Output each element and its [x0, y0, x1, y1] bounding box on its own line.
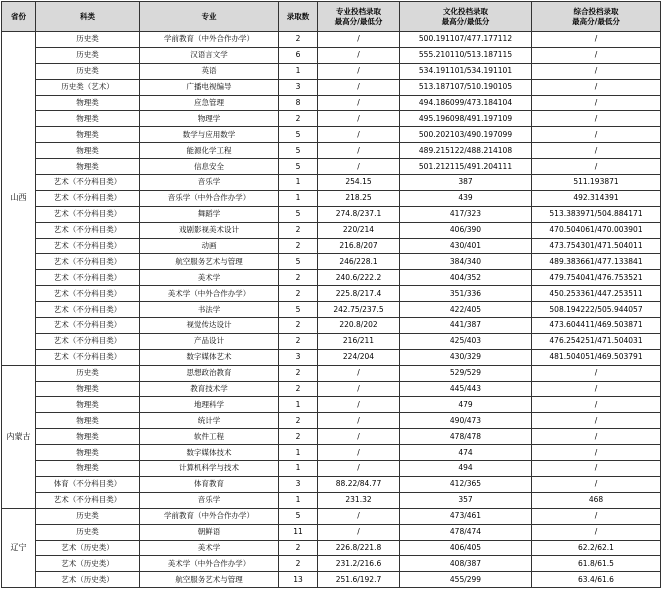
category-cell: 物理类 — [36, 413, 140, 429]
major-cell: 音乐学 — [140, 492, 279, 508]
category-cell: 艺术（不分科目类） — [36, 222, 140, 238]
category-cell: 历史类 — [36, 32, 140, 48]
table-row — [2, 349, 661, 365]
major-score-cell: 225.8/217.4 — [318, 286, 400, 302]
table-row — [2, 190, 661, 206]
table-row — [2, 254, 661, 270]
count-cell: 2 — [279, 32, 318, 48]
table-row — [2, 127, 661, 143]
culture-score-cell: 473/461 — [400, 508, 532, 524]
major-score-cell: 88.22/84.77 — [318, 476, 400, 492]
major-score-cell: / — [318, 381, 400, 397]
major-score-cell: / — [318, 508, 400, 524]
admission-score-table — [1, 1, 661, 588]
culture-score-cell: 441/387 — [400, 318, 532, 334]
culture-score-cell: 534.191101/534.191101 — [400, 63, 532, 79]
count-cell: 1 — [279, 190, 318, 206]
count-cell: 2 — [279, 429, 318, 445]
major-cell: 信息安全 — [140, 159, 279, 175]
composite-score-cell: 450.253361/447.253511 — [532, 286, 661, 302]
culture-score-cell: 406/405 — [400, 540, 532, 556]
culture-score-cell: 513.187107/510.190105 — [400, 79, 532, 95]
category-cell: 艺术（历史类） — [36, 540, 140, 556]
composite-score-cell: / — [532, 445, 661, 461]
count-cell: 3 — [279, 79, 318, 95]
table-row — [2, 32, 661, 48]
culture-score-cell: 422/405 — [400, 302, 532, 318]
table-row — [2, 47, 661, 63]
table-row — [2, 302, 661, 318]
category-cell: 历史类 — [36, 47, 140, 63]
table-row — [2, 492, 661, 508]
composite-score-cell: / — [532, 47, 661, 63]
category-cell: 历史类（艺术） — [36, 79, 140, 95]
culture-score-cell: 384/340 — [400, 254, 532, 270]
composite-score-cell: / — [532, 127, 661, 143]
major-score-cell: 220.8/202 — [318, 318, 400, 334]
count-cell: 1 — [279, 63, 318, 79]
major-cell: 美术学 — [140, 270, 279, 286]
composite-score-cell: 492.314391 — [532, 190, 661, 206]
major-cell: 数学与应用数学 — [140, 127, 279, 143]
major-cell: 物理学 — [140, 111, 279, 127]
category-cell: 艺术（不分科目类） — [36, 492, 140, 508]
major-cell: 思想政治教育 — [140, 365, 279, 381]
major-cell: 美术学 — [140, 540, 279, 556]
composite-score-cell: / — [532, 429, 661, 445]
count-cell: 2 — [279, 413, 318, 429]
major-score-cell: 231.32 — [318, 492, 400, 508]
major-score-cell: 224/204 — [318, 349, 400, 365]
culture-score-cell: 439 — [400, 190, 532, 206]
table-row — [2, 556, 661, 572]
count-cell: 2 — [279, 270, 318, 286]
major-cell: 汉语言文学 — [140, 47, 279, 63]
category-cell: 历史类 — [36, 63, 140, 79]
composite-score-cell: / — [532, 111, 661, 127]
table-row — [2, 445, 661, 461]
category-cell: 艺术（不分科目类） — [36, 333, 140, 349]
culture-score-cell: 412/365 — [400, 476, 532, 492]
composite-score-cell: 468 — [532, 492, 661, 508]
major-score-cell: 274.8/237.1 — [318, 206, 400, 222]
major-score-cell: / — [318, 143, 400, 159]
major-cell: 美术学（中外合作办学） — [140, 286, 279, 302]
count-cell: 1 — [279, 445, 318, 461]
culture-score-cell: 478/474 — [400, 524, 532, 540]
culture-score-cell: 478/478 — [400, 429, 532, 445]
major-cell: 计算机科学与技术 — [140, 461, 279, 477]
count-cell: 2 — [279, 238, 318, 254]
count-cell: 2 — [279, 111, 318, 127]
major-score-cell: 242.75/237.5 — [318, 302, 400, 318]
composite-score-cell: 479.754041/476.753521 — [532, 270, 661, 286]
culture-score-cell: 445/443 — [400, 381, 532, 397]
major-score-cell: 231.2/216.6 — [318, 556, 400, 572]
table-row — [2, 63, 661, 79]
major-score-cell: 254.15 — [318, 175, 400, 191]
major-score-cell: / — [318, 95, 400, 111]
major-cell: 教育技术学 — [140, 381, 279, 397]
composite-score-cell: 62.2/62.1 — [532, 540, 661, 556]
category-cell: 历史类 — [36, 365, 140, 381]
category-cell: 历史类 — [36, 524, 140, 540]
major-cell: 统计学 — [140, 413, 279, 429]
composite-score-cell: 476.254251/471.504031 — [532, 333, 661, 349]
major-score-cell: 240.6/222.2 — [318, 270, 400, 286]
major-cell: 体育教育 — [140, 476, 279, 492]
major-score-cell: / — [318, 159, 400, 175]
table-row — [2, 381, 661, 397]
composite-score-cell: / — [532, 79, 661, 95]
category-cell: 物理类 — [36, 461, 140, 477]
table-row — [2, 413, 661, 429]
category-cell: 艺术（不分科目类） — [36, 349, 140, 365]
category-cell: 物理类 — [36, 445, 140, 461]
composite-score-cell: / — [532, 159, 661, 175]
category-cell: 物理类 — [36, 159, 140, 175]
composite-score-cell: 473.604411/469.503871 — [532, 318, 661, 334]
composite-score-cell: 473.754301/471.504011 — [532, 238, 661, 254]
culture-score-cell: 490/473 — [400, 413, 532, 429]
composite-score-cell: 489.383661/477.133841 — [532, 254, 661, 270]
count-cell: 2 — [279, 222, 318, 238]
count-cell: 2 — [279, 556, 318, 572]
count-cell: 5 — [279, 143, 318, 159]
composite-score-cell: / — [532, 461, 661, 477]
major-score-cell: / — [318, 127, 400, 143]
major-cell: 软件工程 — [140, 429, 279, 445]
count-cell: 6 — [279, 47, 318, 63]
category-cell: 艺术（不分科目类） — [36, 190, 140, 206]
header-major-score: 专业投档录取 最高分/最低分 — [318, 2, 400, 32]
table-row — [2, 397, 661, 413]
table-row — [2, 238, 661, 254]
header-culture-score: 文化投档录取 最高分/最低分 — [400, 2, 532, 32]
table-row — [2, 365, 661, 381]
composite-score-cell: 470.504061/470.003901 — [532, 222, 661, 238]
composite-score-cell: 511.193871 — [532, 175, 661, 191]
major-score-cell: / — [318, 413, 400, 429]
category-cell: 艺术（历史类） — [36, 572, 140, 588]
composite-score-cell: / — [532, 365, 661, 381]
culture-score-cell: 404/352 — [400, 270, 532, 286]
category-cell: 艺术（不分科目类） — [36, 318, 140, 334]
category-cell: 体育（不分科目类） — [36, 476, 140, 492]
major-cell: 舞蹈学 — [140, 206, 279, 222]
category-cell: 艺术（历史类） — [36, 556, 140, 572]
major-cell: 航空服务艺术与管理 — [140, 254, 279, 270]
culture-score-cell: 529/529 — [400, 365, 532, 381]
table-row — [2, 429, 661, 445]
major-cell: 音乐学 — [140, 175, 279, 191]
major-cell: 广播电视编导 — [140, 79, 279, 95]
major-score-cell: / — [318, 32, 400, 48]
culture-score-cell: 351/336 — [400, 286, 532, 302]
count-cell: 5 — [279, 302, 318, 318]
category-cell: 艺术（不分科目类） — [36, 175, 140, 191]
category-cell: 物理类 — [36, 143, 140, 159]
count-cell: 5 — [279, 508, 318, 524]
culture-score-cell: 500.202103/490.197099 — [400, 127, 532, 143]
composite-score-cell: / — [532, 63, 661, 79]
composite-score-cell: / — [532, 143, 661, 159]
major-cell: 地理科学 — [140, 397, 279, 413]
major-score-cell: 226.8/221.8 — [318, 540, 400, 556]
major-score-cell: / — [318, 461, 400, 477]
count-cell: 2 — [279, 318, 318, 334]
table-row — [2, 540, 661, 556]
count-cell: 3 — [279, 349, 318, 365]
table-body — [2, 32, 661, 588]
count-cell: 3 — [279, 476, 318, 492]
category-cell: 艺术（不分科目类） — [36, 302, 140, 318]
composite-score-cell: 481.504051/469.503791 — [532, 349, 661, 365]
composite-score-cell: 63.4/61.6 — [532, 572, 661, 588]
count-cell: 1 — [279, 175, 318, 191]
category-cell: 物理类 — [36, 95, 140, 111]
major-score-cell: 216.8/207 — [318, 238, 400, 254]
composite-score-cell: / — [532, 413, 661, 429]
major-score-cell: 220/214 — [318, 222, 400, 238]
header-province: 省份 — [2, 2, 36, 32]
count-cell: 2 — [279, 365, 318, 381]
province-cell: 山西 — [2, 32, 36, 366]
major-score-cell: 218.25 — [318, 190, 400, 206]
culture-score-cell: 406/390 — [400, 222, 532, 238]
count-cell: 13 — [279, 572, 318, 588]
major-cell: 戏剧影视美术设计 — [140, 222, 279, 238]
culture-score-cell: 494 — [400, 461, 532, 477]
major-cell: 动画 — [140, 238, 279, 254]
major-score-cell: 246/228.1 — [318, 254, 400, 270]
culture-score-cell: 479 — [400, 397, 532, 413]
major-score-cell: / — [318, 524, 400, 540]
category-cell: 艺术（不分科目类） — [36, 206, 140, 222]
culture-score-cell: 494.186099/473.184104 — [400, 95, 532, 111]
table-row — [2, 318, 661, 334]
count-cell: 11 — [279, 524, 318, 540]
culture-score-cell: 430/401 — [400, 238, 532, 254]
major-score-cell: / — [318, 111, 400, 127]
table-row — [2, 95, 661, 111]
header-count: 录取数 — [279, 2, 318, 32]
table-row — [2, 111, 661, 127]
culture-score-cell: 417/323 — [400, 206, 532, 222]
table-row — [2, 175, 661, 191]
composite-score-cell: / — [532, 524, 661, 540]
major-cell: 美术学（中外合作办学） — [140, 556, 279, 572]
composite-score-cell: 513.383971/504.884171 — [532, 206, 661, 222]
header-major: 专业 — [140, 2, 279, 32]
count-cell: 2 — [279, 333, 318, 349]
count-cell: 5 — [279, 206, 318, 222]
count-cell: 5 — [279, 254, 318, 270]
composite-score-cell: / — [532, 397, 661, 413]
major-cell: 航空服务艺术与管理 — [140, 572, 279, 588]
culture-score-cell: 489.215122/488.214108 — [400, 143, 532, 159]
table-row — [2, 476, 661, 492]
table-row — [2, 206, 661, 222]
major-score-cell: / — [318, 429, 400, 445]
category-cell: 艺术（不分科目类） — [36, 270, 140, 286]
major-score-cell: / — [318, 63, 400, 79]
province-cell: 内蒙古 — [2, 365, 36, 508]
culture-score-cell: 425/403 — [400, 333, 532, 349]
header-category: 科类 — [36, 2, 140, 32]
major-score-cell: / — [318, 79, 400, 95]
major-cell: 音乐学（中外合作办学） — [140, 190, 279, 206]
culture-score-cell: 455/299 — [400, 572, 532, 588]
table-row — [2, 79, 661, 95]
culture-score-cell: 555.210110/513.187115 — [400, 47, 532, 63]
major-score-cell: 216/211 — [318, 333, 400, 349]
composite-score-cell: 61.8/61.5 — [532, 556, 661, 572]
culture-score-cell: 387 — [400, 175, 532, 191]
table-row — [2, 143, 661, 159]
count-cell: 5 — [279, 127, 318, 143]
table-row — [2, 508, 661, 524]
major-cell: 能源化学工程 — [140, 143, 279, 159]
major-cell: 应急管理 — [140, 95, 279, 111]
header-composite-score: 综合投档录取 最高分/最低分 — [532, 2, 661, 32]
major-score-cell: / — [318, 365, 400, 381]
culture-score-cell: 500.191107/477.177112 — [400, 32, 532, 48]
major-cell: 书法学 — [140, 302, 279, 318]
major-cell: 产品设计 — [140, 333, 279, 349]
category-cell: 艺术（不分科目类） — [36, 286, 140, 302]
composite-score-cell: / — [532, 32, 661, 48]
category-cell: 物理类 — [36, 111, 140, 127]
count-cell: 5 — [279, 159, 318, 175]
composite-score-cell: / — [532, 476, 661, 492]
table-row — [2, 572, 661, 588]
count-cell: 2 — [279, 381, 318, 397]
table-row — [2, 286, 661, 302]
culture-score-cell: 357 — [400, 492, 532, 508]
culture-score-cell: 501.212115/491.204111 — [400, 159, 532, 175]
table-row — [2, 524, 661, 540]
composite-score-cell: 508.194222/505.944057 — [532, 302, 661, 318]
composite-score-cell: / — [532, 95, 661, 111]
major-cell: 学前教育（中外合作办学） — [140, 32, 279, 48]
major-cell: 朝鲜语 — [140, 524, 279, 540]
major-score-cell: / — [318, 397, 400, 413]
category-cell: 物理类 — [36, 127, 140, 143]
count-cell: 1 — [279, 461, 318, 477]
major-cell: 数字媒体技术 — [140, 445, 279, 461]
major-cell: 数字媒体艺术 — [140, 349, 279, 365]
table-row — [2, 222, 661, 238]
major-cell: 英语 — [140, 63, 279, 79]
culture-score-cell: 474 — [400, 445, 532, 461]
province-cell: 辽宁 — [2, 508, 36, 587]
table-row — [2, 461, 661, 477]
major-score-cell: 251.6/192.7 — [318, 572, 400, 588]
table-row — [2, 333, 661, 349]
culture-score-cell: 408/387 — [400, 556, 532, 572]
major-score-cell: / — [318, 47, 400, 63]
count-cell: 2 — [279, 540, 318, 556]
table-row — [2, 159, 661, 175]
major-cell: 学前教育（中外合作办学） — [140, 508, 279, 524]
composite-score-cell: / — [532, 508, 661, 524]
header-row — [2, 2, 661, 32]
category-cell: 物理类 — [36, 429, 140, 445]
table-row — [2, 270, 661, 286]
culture-score-cell: 430/329 — [400, 349, 532, 365]
category-cell: 艺术（不分科目类） — [36, 254, 140, 270]
major-score-cell: / — [318, 445, 400, 461]
count-cell: 2 — [279, 286, 318, 302]
category-cell: 艺术（不分科目类） — [36, 238, 140, 254]
category-cell: 物理类 — [36, 397, 140, 413]
count-cell: 1 — [279, 397, 318, 413]
count-cell: 8 — [279, 95, 318, 111]
major-cell: 视觉传达设计 — [140, 318, 279, 334]
count-cell: 1 — [279, 492, 318, 508]
composite-score-cell: / — [532, 381, 661, 397]
culture-score-cell: 495.196098/491.197109 — [400, 111, 532, 127]
category-cell: 历史类 — [36, 508, 140, 524]
category-cell: 物理类 — [36, 381, 140, 397]
